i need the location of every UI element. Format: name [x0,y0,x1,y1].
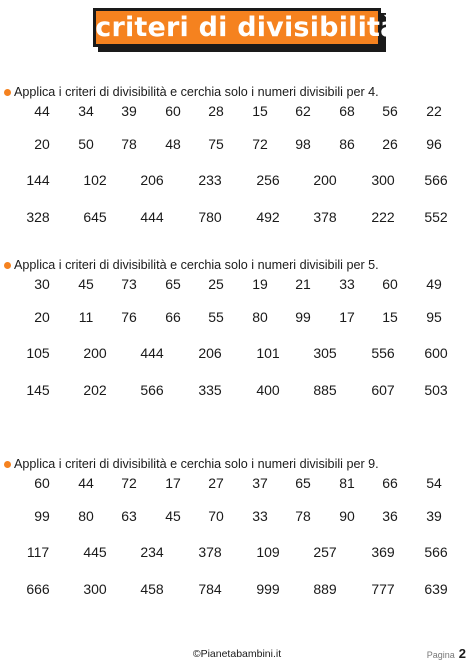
number-item[interactable]: 102 [83,172,107,188]
number-item[interactable]: 400 [256,382,280,398]
number-row [0,172,474,190]
number-item[interactable]: 72 [121,475,137,491]
number-item[interactable]: 300 [83,581,107,597]
number-item[interactable]: 27 [208,475,224,491]
page-indicator [427,646,466,661]
number-row [0,276,474,294]
number-item[interactable]: 257 [313,544,337,560]
number-item[interactable]: 39 [121,103,137,119]
number-item[interactable]: 96 [426,136,442,152]
number-item[interactable]: 369 [371,544,395,560]
page-number: 2 [458,646,466,661]
number-item[interactable]: 20 [34,136,50,152]
exercise-instruction [4,256,379,274]
number-item[interactable]: 78 [121,136,137,152]
number-item[interactable]: 222 [371,209,395,225]
number-item[interactable]: 784 [198,581,222,597]
number-item[interactable]: 335 [198,382,222,398]
number-item[interactable]: 17 [339,309,355,325]
number-item[interactable]: 600 [424,345,448,361]
number-row [0,136,474,154]
number-item[interactable]: 60 [382,276,398,292]
number-row [0,475,474,493]
number-item[interactable]: 234 [140,544,164,560]
number-item[interactable]: 26 [382,136,398,152]
number-item[interactable]: 566 [424,172,448,188]
number-item[interactable]: 70 [208,508,224,524]
number-item[interactable]: 117 [26,544,50,560]
number-item[interactable]: 639 [424,581,448,597]
number-item[interactable]: 15 [382,309,398,325]
number-item[interactable]: 566 [424,544,448,560]
number-row [0,544,474,562]
instruction-text: Applica i criteri di divisibilità e cerchia solo i numeri divisibili per 5. [14,258,379,272]
number-item[interactable]: 492 [256,209,280,225]
number-item[interactable]: 90 [339,508,355,524]
number-item[interactable]: 200 [313,172,337,188]
number-row [0,508,474,526]
page-title: I criteri di divisibilità [75,12,399,43]
number-item[interactable]: 17 [165,475,181,491]
number-item[interactable]: 378 [198,544,222,560]
number-item[interactable]: 556 [371,345,395,361]
number-item[interactable]: 200 [83,345,107,361]
number-item[interactable]: 63 [121,508,137,524]
number-item[interactable]: 144 [26,172,50,188]
number-item[interactable]: 20 [34,309,50,325]
number-item[interactable]: 81 [339,475,355,491]
number-item[interactable]: 65 [295,475,311,491]
number-item[interactable]: 49 [426,276,442,292]
number-item[interactable]: 73 [121,276,137,292]
number-item[interactable]: 206 [198,345,222,361]
number-item[interactable]: 21 [295,276,311,292]
number-item[interactable]: 72 [252,136,268,152]
number-item[interactable]: 607 [371,382,395,398]
number-item[interactable]: 645 [83,209,107,225]
number-item[interactable]: 202 [83,382,107,398]
number-item[interactable]: 445 [83,544,107,560]
number-item[interactable]: 11 [78,309,94,325]
number-item[interactable]: 34 [78,103,94,119]
number-item[interactable]: 98 [295,136,311,152]
number-item[interactable]: 444 [140,345,164,361]
number-item[interactable]: 885 [313,382,337,398]
number-item[interactable]: 65 [165,276,181,292]
number-item[interactable]: 54 [426,475,442,491]
number-item[interactable]: 503 [424,382,448,398]
number-item[interactable]: 109 [256,544,280,560]
number-item[interactable]: 33 [252,508,268,524]
title-banner [75,8,399,47]
number-item[interactable]: 66 [165,309,181,325]
number-item[interactable]: 780 [198,209,222,225]
number-row [0,309,474,327]
number-item[interactable]: 256 [256,172,280,188]
number-item[interactable]: 552 [424,209,448,225]
number-item[interactable]: 78 [295,508,311,524]
number-item[interactable]: 76 [121,309,137,325]
number-item[interactable]: 999 [256,581,280,597]
number-item[interactable]: 39 [426,508,442,524]
number-item[interactable]: 86 [339,136,355,152]
number-item[interactable]: 145 [26,382,50,398]
number-item[interactable]: 378 [313,209,337,225]
number-row [0,209,474,227]
number-item[interactable]: 50 [78,136,94,152]
number-item[interactable]: 60 [165,103,181,119]
number-item[interactable]: 80 [252,309,268,325]
number-item[interactable]: 99 [295,309,311,325]
number-item[interactable]: 62 [295,103,311,119]
number-item[interactable]: 68 [339,103,355,119]
number-item[interactable]: 233 [198,172,222,188]
number-item[interactable]: 28 [208,103,224,119]
page-label: Pagina [426,650,455,660]
number-row [0,382,474,400]
bullet-icon [4,89,11,96]
number-item[interactable]: 305 [313,345,337,361]
number-item[interactable]: 22 [426,103,442,119]
number-item[interactable]: 95 [426,309,442,325]
number-row [0,103,474,121]
number-item[interactable]: 56 [382,103,398,119]
number-item[interactable]: 105 [26,345,50,361]
number-item[interactable]: 300 [371,172,395,188]
number-item[interactable]: 566 [140,382,164,398]
number-item[interactable]: 33 [339,276,355,292]
number-item[interactable]: 666 [26,581,50,597]
number-item[interactable]: 99 [34,508,50,524]
number-item[interactable]: 889 [313,581,337,597]
number-item[interactable]: 80 [78,508,94,524]
number-item[interactable]: 25 [208,276,224,292]
number-item[interactable]: 15 [252,103,268,119]
number-item[interactable]: 19 [252,276,268,292]
number-item[interactable]: 60 [34,475,50,491]
number-item[interactable]: 44 [34,103,50,119]
number-item[interactable]: 75 [208,136,224,152]
instruction-text: Applica i criteri di divisibilità e cerchia solo i numeri divisibili per 9. [14,457,379,471]
number-item[interactable]: 55 [208,309,224,325]
exercise-instruction [4,455,379,473]
number-item[interactable]: 37 [252,475,268,491]
number-item[interactable]: 45 [165,508,181,524]
number-item[interactable]: 30 [34,276,50,292]
number-row [0,581,474,599]
bullet-icon [4,262,11,269]
footer-brand: ©Pianetabambini.it [192,648,282,660]
number-item[interactable]: 777 [371,581,395,597]
number-item[interactable]: 328 [26,209,50,225]
number-item[interactable]: 48 [165,136,181,152]
instruction-text: Applica i criteri di divisibilità e cerchia solo i numeri divisibili per 4. [14,85,379,99]
bullet-icon [4,461,11,468]
number-item[interactable]: 206 [140,172,164,188]
number-item[interactable]: 101 [256,345,280,361]
number-item[interactable]: 458 [140,581,164,597]
number-row [0,345,474,363]
exercise-instruction [4,83,379,101]
number-item[interactable]: 45 [78,276,94,292]
number-item[interactable]: 44 [78,475,94,491]
number-item[interactable]: 444 [140,209,164,225]
number-item[interactable]: 66 [382,475,398,491]
number-item[interactable]: 36 [382,508,398,524]
